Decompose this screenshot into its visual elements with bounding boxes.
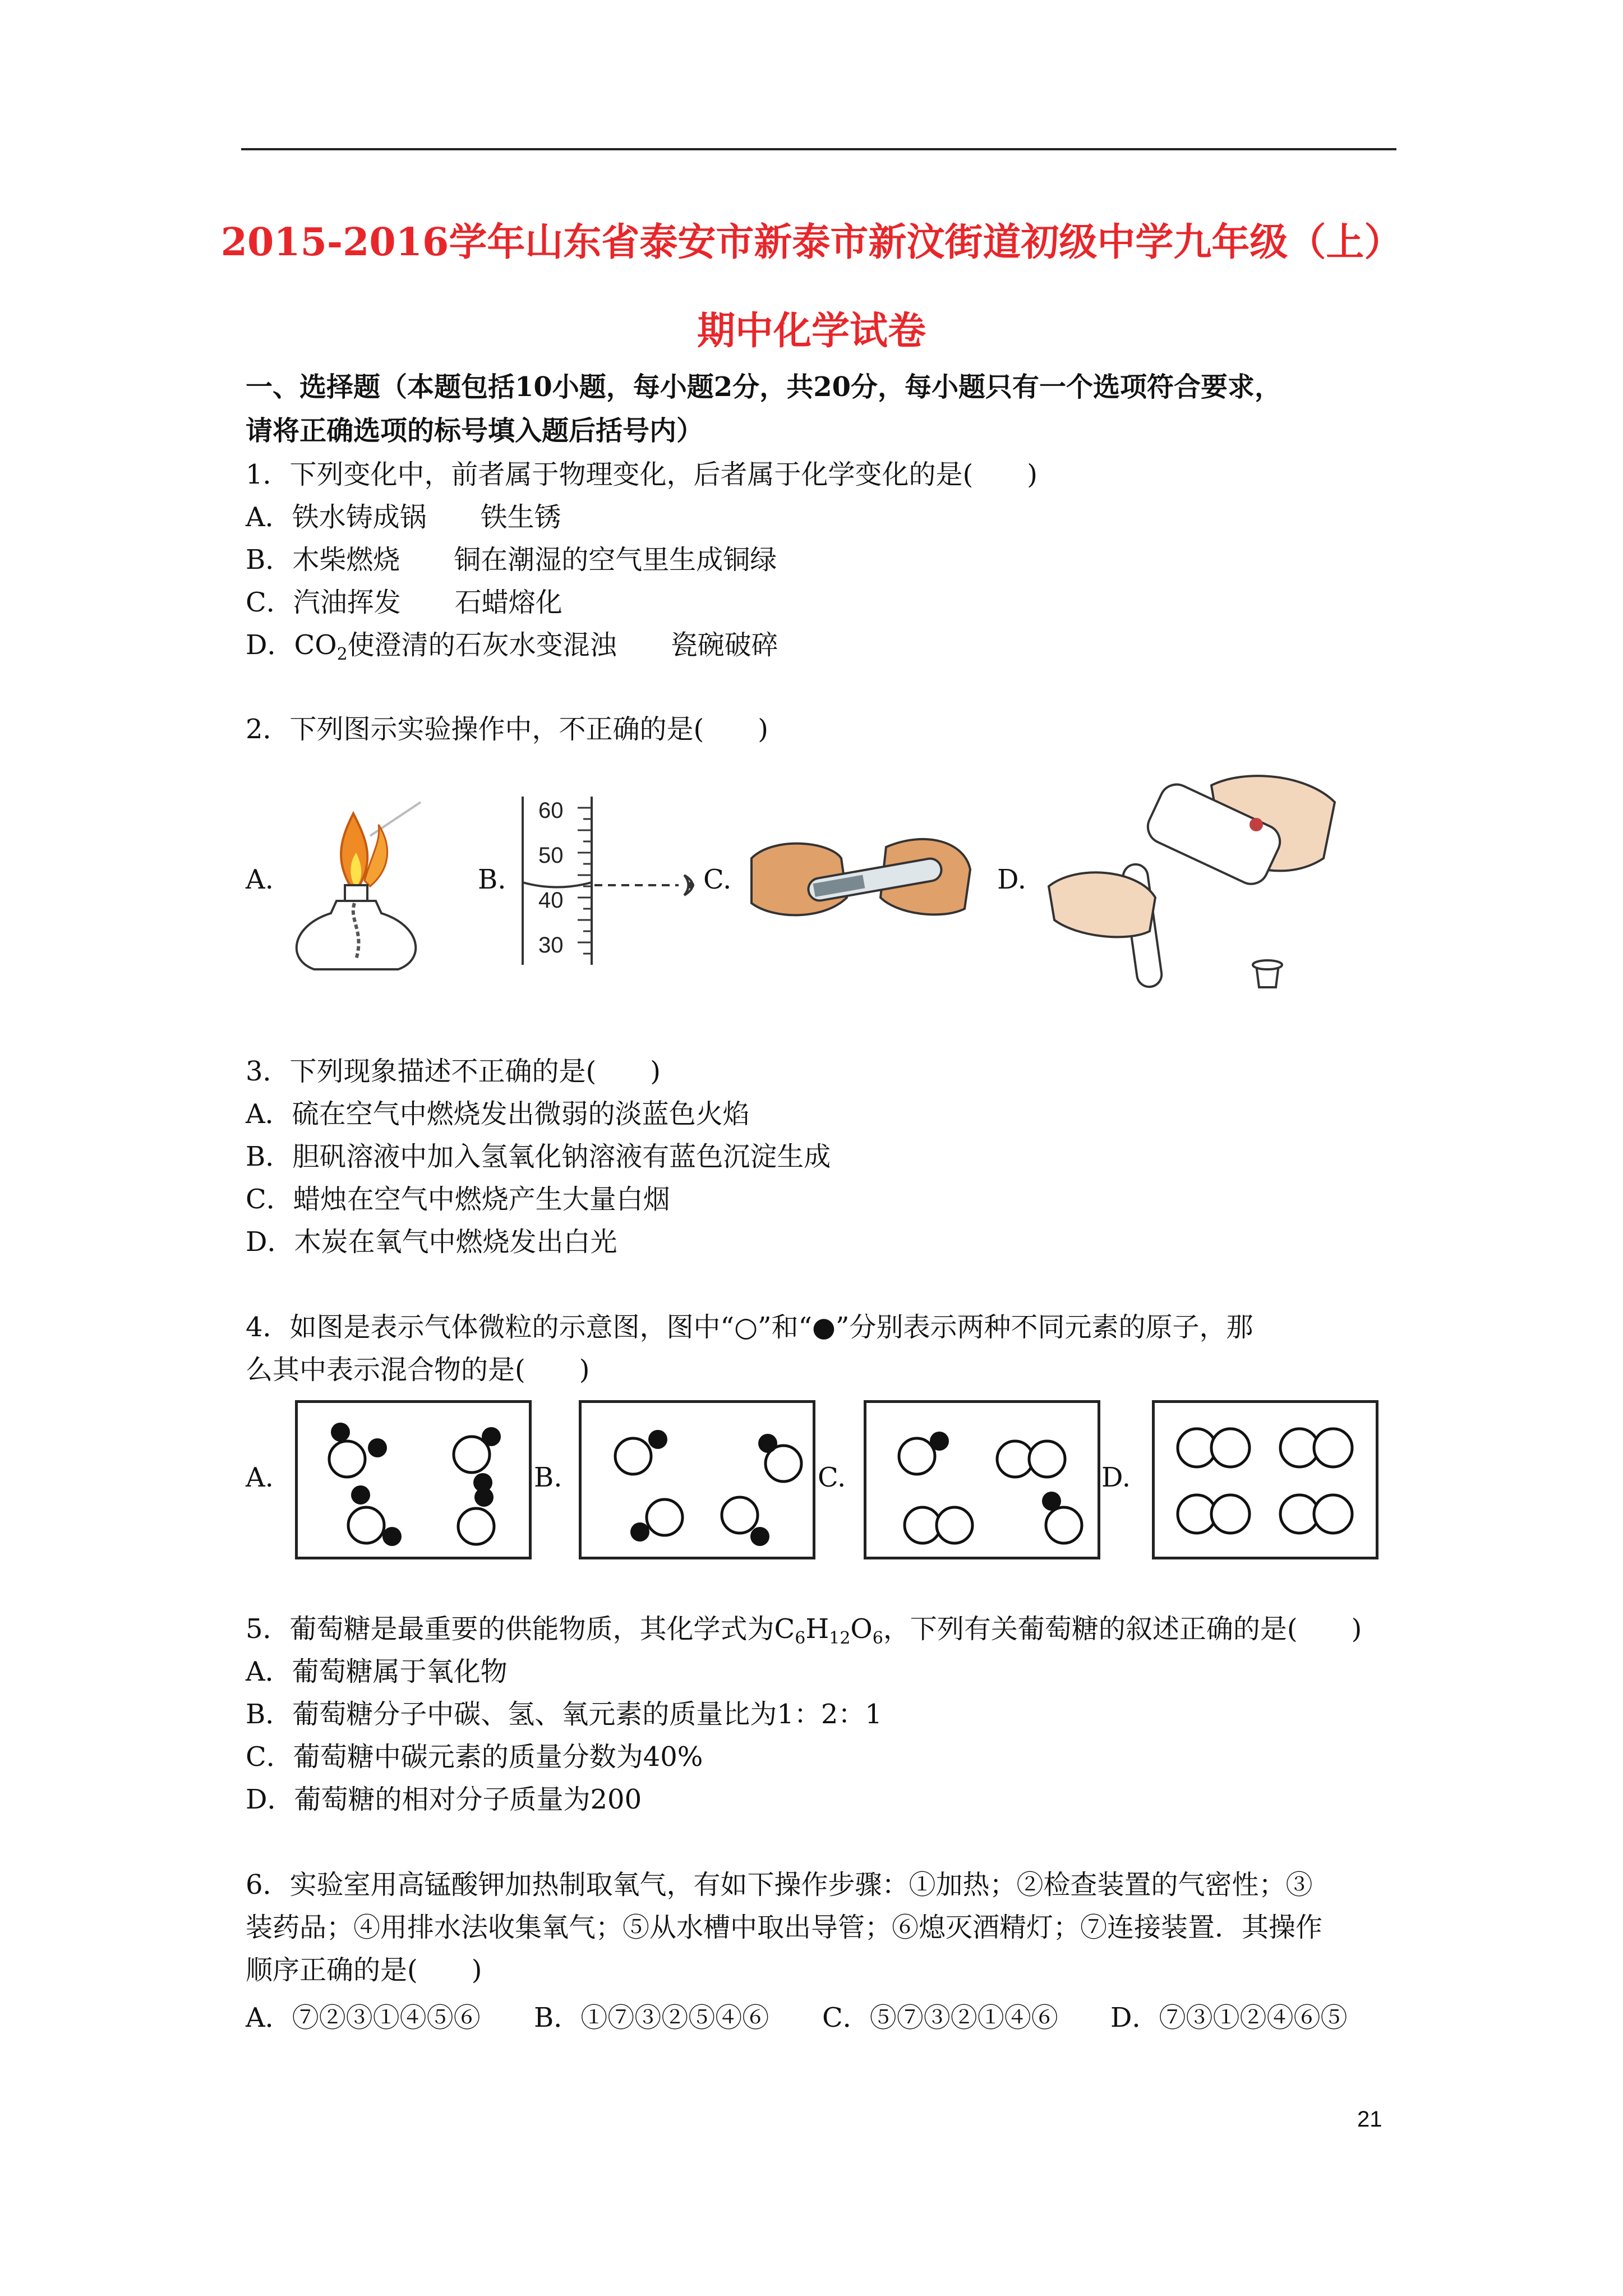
header-rule (241, 148, 1396, 150)
q4-stem-line2: 么其中表示混合物的是( ) (246, 1354, 590, 1386)
q3-option-d: D．木炭在氧气中燃烧发出白光 (246, 1226, 617, 1258)
section-heading-line1: 一、选择题（本题包括10小题，每小题2分，共20分，每小题只有一个选项符合要求， (246, 371, 1281, 403)
q4-label-a: A. (246, 1462, 274, 1493)
q2-stem: 2．下列图示实验操作中，不正确的是( ) (246, 714, 768, 745)
q2-label-b: B. (478, 864, 506, 895)
q6-option-d: D．⑦③①②④⑥⑤ (1110, 2002, 1348, 2033)
q1-d-prefix: D．CO (246, 629, 337, 661)
q4-label-d: D. (1101, 1462, 1131, 1493)
q5-stem (246, 1612, 1362, 1655)
alcohol-lamp-figure (286, 791, 432, 976)
q5-stem-prefix: 5．葡萄糖是最重要的供能物质，其化学式为C (246, 1613, 795, 1645)
q6-stem-line1: 6．实验室用高锰酸钾加热制取氧气，有如下操作步骤：①加热；②检查装置的气密性；③ (246, 1869, 1313, 1901)
section-heading-line2: 请将正确选项的标号填入题后括号内） (246, 415, 704, 447)
q3-option-c: C．蜡烛在空气中燃烧产生大量白烟 (246, 1184, 670, 1215)
page-number: 21 (1357, 2107, 1382, 2132)
page-title-line1: 2015-2016学年山东省泰安市新泰市新汶街道初级中学九年级（上） (220, 220, 1403, 265)
q5-option-a: A．葡萄糖属于氧化物 (246, 1656, 508, 1687)
q5-option-b: B．葡萄糖分子中碳、氢、氧元素的质量比为1：2：1 (246, 1699, 882, 1730)
q6-option-b: B．①⑦③②⑤④⑥ (534, 2002, 769, 2033)
q5-h: H (805, 1613, 829, 1645)
q1-d-suffix: 使澄清的石灰水变混浊 瓷碗破碎 (347, 629, 778, 661)
q5-sub-h: 12 (829, 1628, 851, 1648)
q5-stem-suffix: ，下列有关葡萄糖的叙述正确的是( ) (883, 1613, 1362, 1645)
q1-option-b: B．木柴燃烧 铜在潮湿的空气里生成铜绿 (246, 544, 777, 576)
particle-box-c (864, 1400, 1100, 1559)
q6-stem-line2: 装药品；④用排水法收集氧气；⑤从水槽中取出导管；⑥熄灭酒精灯；⑦连接装置．其操作 (246, 1912, 1323, 1943)
q2-label-c: C. (703, 864, 732, 895)
q5-o: O (850, 1613, 873, 1645)
q5-option-d: D．葡萄糖的相对分子质量为200 (246, 1784, 642, 1815)
q1-option-d (246, 628, 778, 671)
q1-d-subscript: 2 (336, 645, 348, 664)
q1-stem: 1．下列变化中，前者属于物理变化，后者属于化学变化的是( ) (246, 459, 1038, 490)
q4-stem-line1: 4．如图是表示气体微粒的示意图，图中“○”和“●”分别表示两种不同元素的原子，那 (246, 1312, 1253, 1343)
q2-label-a: A. (246, 864, 274, 895)
q4-label-c: C. (818, 1462, 846, 1493)
particle-box-b (579, 1400, 815, 1559)
q6-option-a: A．⑦②③①④⑤⑥ (246, 2002, 481, 2033)
q6-stem-line3: 顺序正确的是( ) (246, 1954, 482, 1986)
q4-label-b: B. (534, 1462, 562, 1493)
q3-stem: 3．下列现象描述不正确的是( ) (246, 1056, 661, 1087)
q1-option-a: A．铁水铸成锅 铁生锈 (246, 501, 561, 533)
cyl-tick-30: 30 (538, 933, 564, 958)
pouring-liquid-figure (1043, 769, 1340, 999)
cyl-tick-40: 40 (538, 888, 564, 913)
cyl-tick-60: 60 (538, 798, 564, 823)
test-tube-heating-figure (740, 825, 976, 937)
particle-box-d (1152, 1400, 1378, 1559)
cyl-tick-50: 50 (538, 843, 564, 868)
q3-option-a: A．硫在空气中燃烧发出微弱的淡蓝色火焰 (246, 1098, 750, 1130)
graduated-cylinder-figure (516, 791, 718, 970)
q5-option-c: C．葡萄糖中碳元素的质量分数为40% (246, 1741, 703, 1773)
particle-box-a (295, 1400, 532, 1559)
q6-option-c: C．⑤⑦③②①④⑥ (822, 2002, 1058, 2033)
q3-option-b: B．胆矾溶液中加入氢氧化钠溶液有蓝色沉淀生成 (246, 1141, 831, 1172)
q1-option-c: C．汽油挥发 石蜡熔化 (246, 587, 562, 618)
q2-label-d: D. (997, 864, 1027, 895)
q5-sub-o: 6 (872, 1628, 883, 1648)
page-title-line2: 期中化学试卷 (697, 309, 926, 353)
q5-sub-c: 6 (795, 1628, 806, 1648)
